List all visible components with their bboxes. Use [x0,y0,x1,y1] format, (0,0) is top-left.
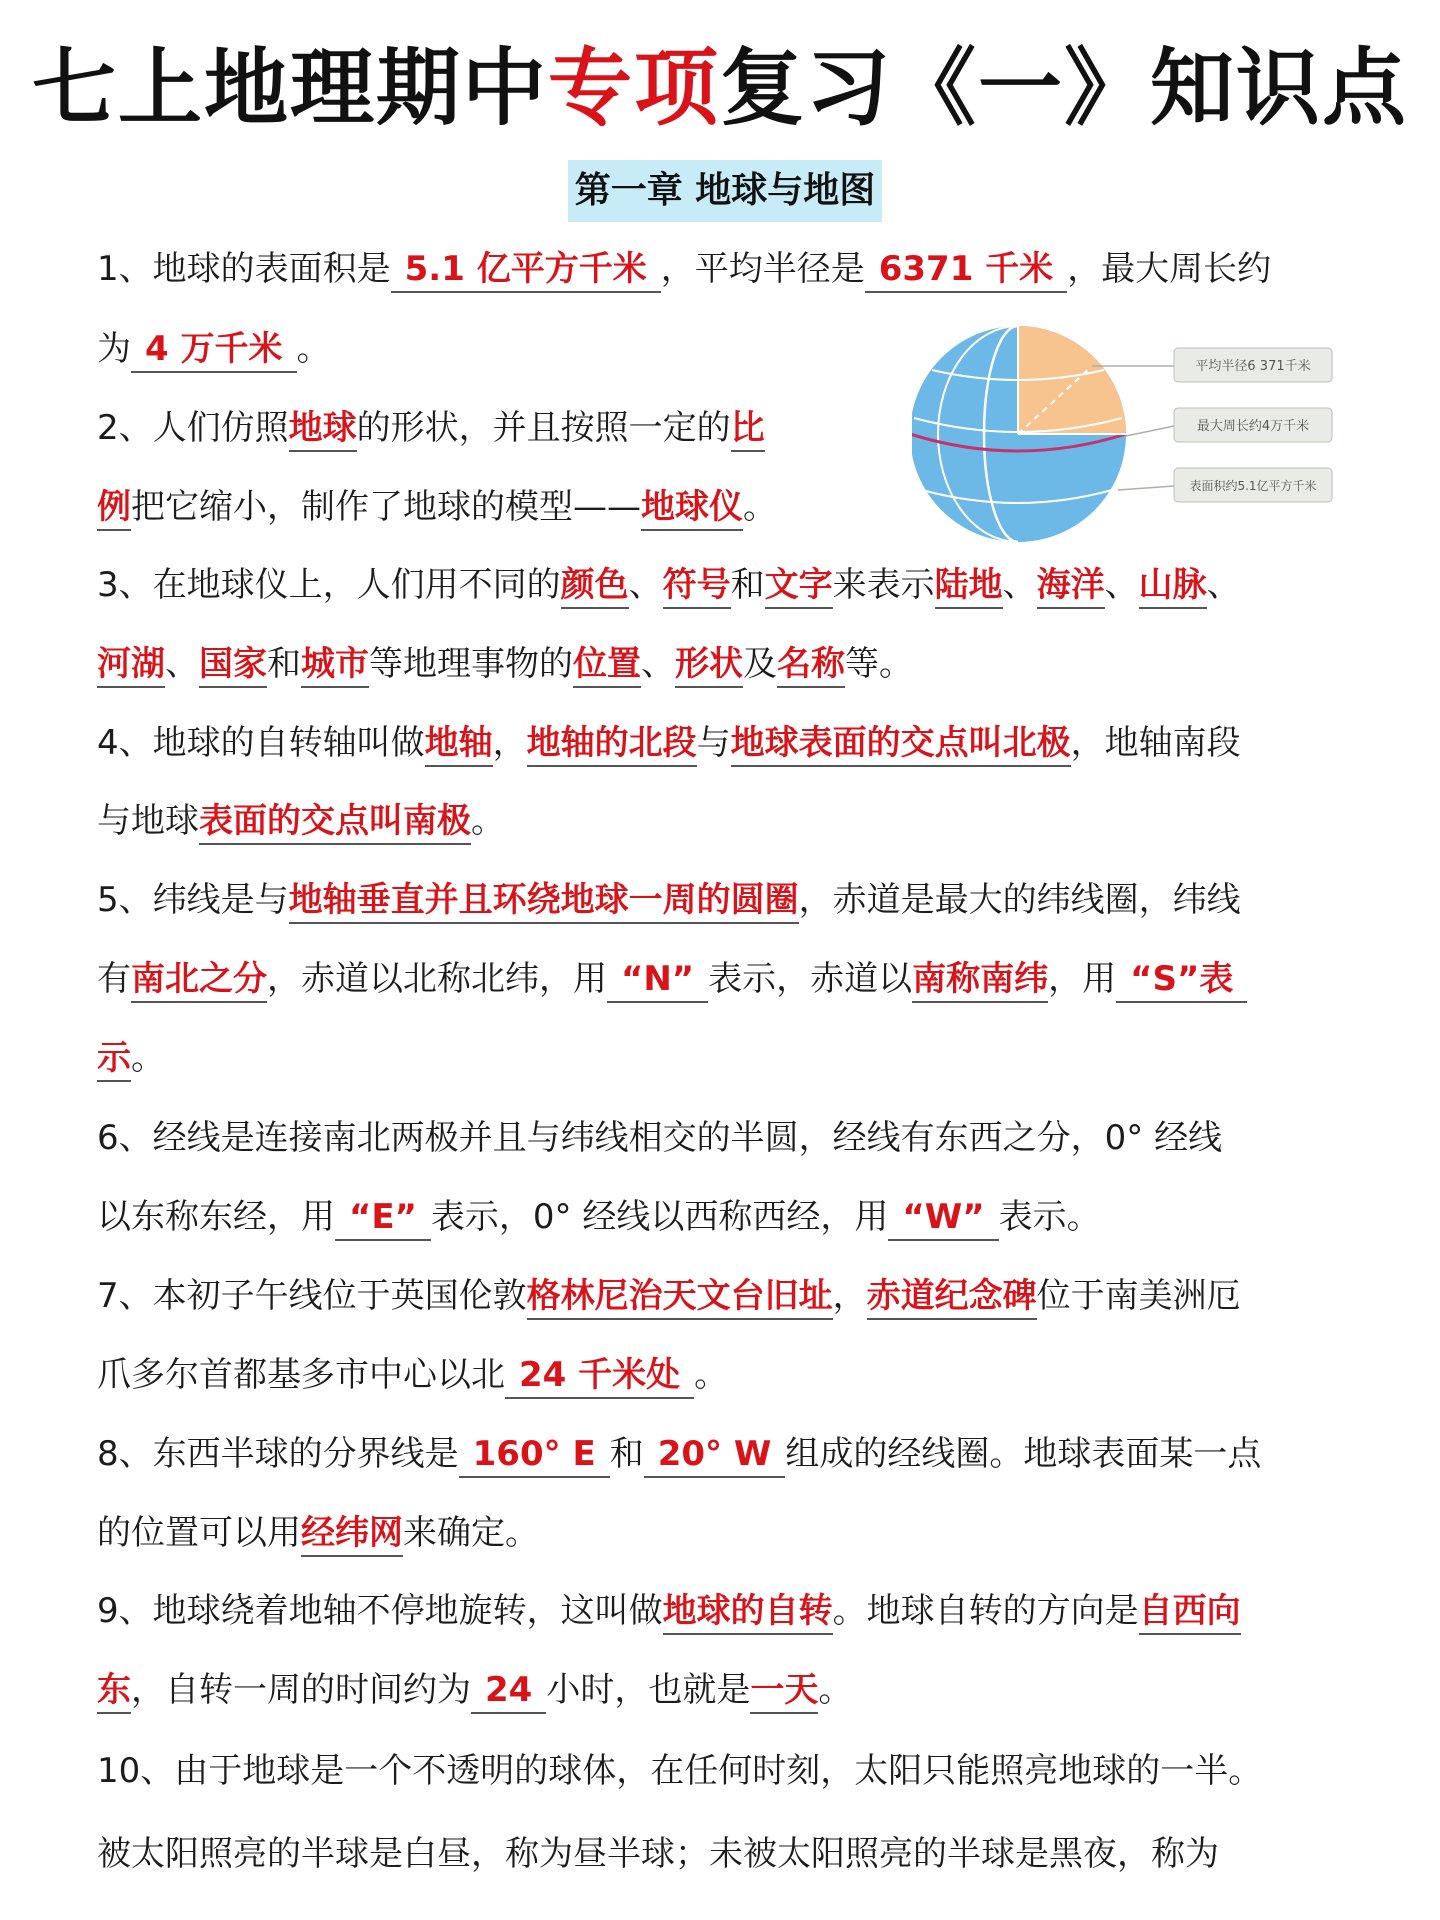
statement-text: 等。 [845,644,913,684]
answer-keyword: 比 [731,408,765,452]
statement-text: 小时，也就是 [546,1670,751,1710]
statement-text: 来表示 [832,565,935,605]
statement-text: ，用 [1048,959,1117,999]
statement-text: ， [832,1276,867,1316]
answer-keyword: 地轴垂直并且环绕地球一周的圆圈 [289,880,799,924]
statement-text: 7、本初子午线位于英国伦敦 [97,1276,527,1316]
statement-text: 。 [131,1038,165,1078]
answer-keyword: 山脉 [1139,565,1207,609]
answer-keyword: 城市 [301,644,369,688]
answer-keyword: “W” [888,1197,998,1241]
statement-text: 表示。 [998,1197,1101,1237]
statement-text: 。 [818,1670,853,1710]
answer-keyword: 地球仪 [641,487,743,531]
statement-text: 把它缩小，制作了地球的模型—— [131,487,641,527]
statement-text: ，自转一周的时间约为 [131,1670,471,1710]
statement-text: 10、由于地球是一个不透明的球体，在任何时刻，太阳只能照亮地球的一半。 [97,1751,1263,1791]
answer-keyword: 20° W [644,1434,786,1478]
answer-keyword: 示 [97,1038,131,1082]
point-6-line-2 [97,1193,1101,1241]
answer-keyword: 地轴的北段 [527,723,697,767]
statement-text: 和 [730,565,765,605]
statement-text: 组成的经线圈。地球表面某一点 [785,1434,1262,1474]
point-5-line-3 [97,1034,165,1082]
title-part-1: 七上地理期中 [31,39,548,137]
statement-text: 的位置可以用 [97,1513,301,1553]
leader-line [1126,426,1174,436]
answer-keyword: “E” [335,1197,431,1241]
title-highlight: 专项 [547,39,720,137]
statement-text: 、 [1206,565,1241,605]
statement-text: ， [492,723,527,763]
answer-keyword: 南称南纬 [912,959,1048,1003]
point-4-line-2 [97,797,505,845]
answer-keyword: 名称 [777,644,845,688]
statement-text: 8、东西半球的分界线是 [97,1434,459,1474]
statement-text: 3、在地球仪上，人们用不同的 [97,565,561,605]
statement-text: 为 [97,329,131,369]
answer-keyword: 河湖 [97,644,165,688]
answer-keyword: 赤道纪念碑 [867,1276,1037,1320]
answer-keyword: 颜色 [561,565,629,609]
point-3-line-1 [97,561,1241,609]
statement-text: 与 [696,723,731,763]
answer-keyword: 24 千米处 [505,1355,694,1399]
point-3-line-2 [97,640,913,688]
statement-text: 、 [641,644,675,684]
answer-keyword: 表面的交点叫南极 [199,801,471,845]
statement-text: ，最大周长约 [1067,249,1272,289]
point-8-line-1 [97,1430,1261,1478]
answer-keyword: 160° E [459,1434,610,1478]
chapter-heading: 第一章 地球与地图 [568,160,882,222]
statement-text: 和 [267,644,301,684]
answer-keyword: 东 [97,1670,131,1714]
answer-keyword: 地球表面的交点叫北极 [731,723,1071,767]
statement-text: 等地理事物的 [369,644,573,684]
globe-figure [912,320,1342,560]
statement-text: 的形状，并且按照一定的 [356,408,731,448]
figure-label-radius [1174,348,1332,382]
statement-text: 、 [1002,565,1037,605]
answer-keyword: 例 [97,487,131,531]
point-1-line-2 [97,325,331,373]
statement-text: 。地球自转的方向是 [832,1591,1139,1631]
figure-label-area [1174,468,1332,502]
answer-keyword: 陆地 [935,565,1003,609]
statement-text: 爪多尔首都基多市中心以北 [97,1355,505,1395]
statement-text: ，平均半径是 [660,249,865,289]
answer-keyword: 一天 [750,1670,818,1714]
answer-keyword: 海洋 [1037,565,1105,609]
page-title [0,38,1440,138]
statement-text: 。 [296,329,331,369]
point-4-line-1 [97,719,1241,767]
statement-text: 及 [743,644,777,684]
point-2-line-2 [97,483,777,531]
figure-label-area-text: 表面积约5.1亿平方千米 [1189,479,1317,493]
answer-keyword: 形状 [675,644,743,688]
statement-text: 以东称东经，用 [97,1197,335,1237]
answer-keyword: 文字 [765,565,833,609]
statement-text: 和 [609,1434,644,1474]
answer-keyword: 经纬网 [301,1513,403,1557]
statement-text: 9、地球绕着地轴不停地旋转，这叫做 [97,1591,663,1631]
point-1-line-1 [97,245,1271,293]
point-7-line-2 [97,1351,728,1399]
figure-label-circumference-text: 最大周长约4万千米 [1196,419,1310,434]
answer-keyword: 符号 [663,565,731,609]
answer-keyword: 格林尼治天文台旧址 [527,1276,833,1320]
statement-text: 表示，赤道以 [708,959,913,999]
point-5-line-2 [97,955,1247,1003]
point-10-line-1 [97,1747,1262,1795]
point-9-line-1 [97,1587,1241,1635]
statement-text: 位于南美洲厄 [1036,1276,1241,1316]
statement-text: 4、地球的自转轴叫做 [97,723,425,763]
answer-keyword: 国家 [199,644,267,688]
answer-keyword: 24 [471,1670,546,1714]
statement-text: 1、地球的表面积是 [97,249,391,289]
answer-keyword: “N” [607,959,708,1003]
statement-text: 6、经线是连接南北两极并且与纬线相交的半圆，经线有东西之分，0° 经线 [97,1118,1223,1158]
answer-keyword: 地球的自转 [663,1591,833,1635]
statement-text: 被太阳照亮的半球是白昼，称为昼半球；未被太阳照亮的半球是黑夜，称为 [97,1834,1219,1874]
answer-keyword: 6371 千米 [865,249,1067,293]
statement-text: 、 [165,644,199,684]
statement-text: 。 [471,801,505,841]
statement-text: 5、纬线是与 [97,880,289,920]
statement-text: 。 [743,487,777,527]
point-8-line-2 [97,1509,539,1557]
statement-text: ，赤道以北称北纬，用 [267,959,607,999]
answer-keyword: 自西向 [1139,1591,1241,1635]
point-5-line-1 [97,876,1241,924]
answer-keyword: 位置 [573,644,641,688]
statement-text: 2、人们仿照 [97,408,289,448]
statement-text: 表示，0° 经线以西称西经，用 [430,1197,889,1237]
answer-keyword: 5.1 亿平方千米 [391,249,661,293]
statement-text: 。 [694,1355,729,1395]
point-6-line-1 [97,1114,1222,1162]
point-10-line-2 [97,1830,1219,1878]
answer-keyword: 地球 [289,408,357,452]
point-9-line-2 [97,1666,852,1714]
answer-keyword: “S”表 [1116,959,1247,1003]
point-7-line-1 [97,1272,1241,1320]
answer-keyword: 地轴 [425,723,493,767]
statement-text: 有 [97,959,131,999]
figure-label-radius-text: 平均半径6 371千米 [1195,359,1311,374]
statement-text: ，地轴南段 [1070,723,1241,763]
answer-keyword: 南北之分 [131,959,267,1003]
statement-text: ，赤道是最大的纬线圈，纬线 [798,880,1241,920]
statement-text: 来确定。 [403,1513,539,1553]
point-2-line-1 [97,404,765,452]
statement-text: 与地球 [97,801,199,841]
statement-text: 、 [628,565,663,605]
answer-keyword: 4 万千米 [131,329,297,373]
statement-text: 、 [1104,565,1139,605]
figure-label-circumference [1174,408,1332,442]
title-part-2: 复习《一》知识点 [720,39,1409,137]
leader-line [1118,486,1174,490]
